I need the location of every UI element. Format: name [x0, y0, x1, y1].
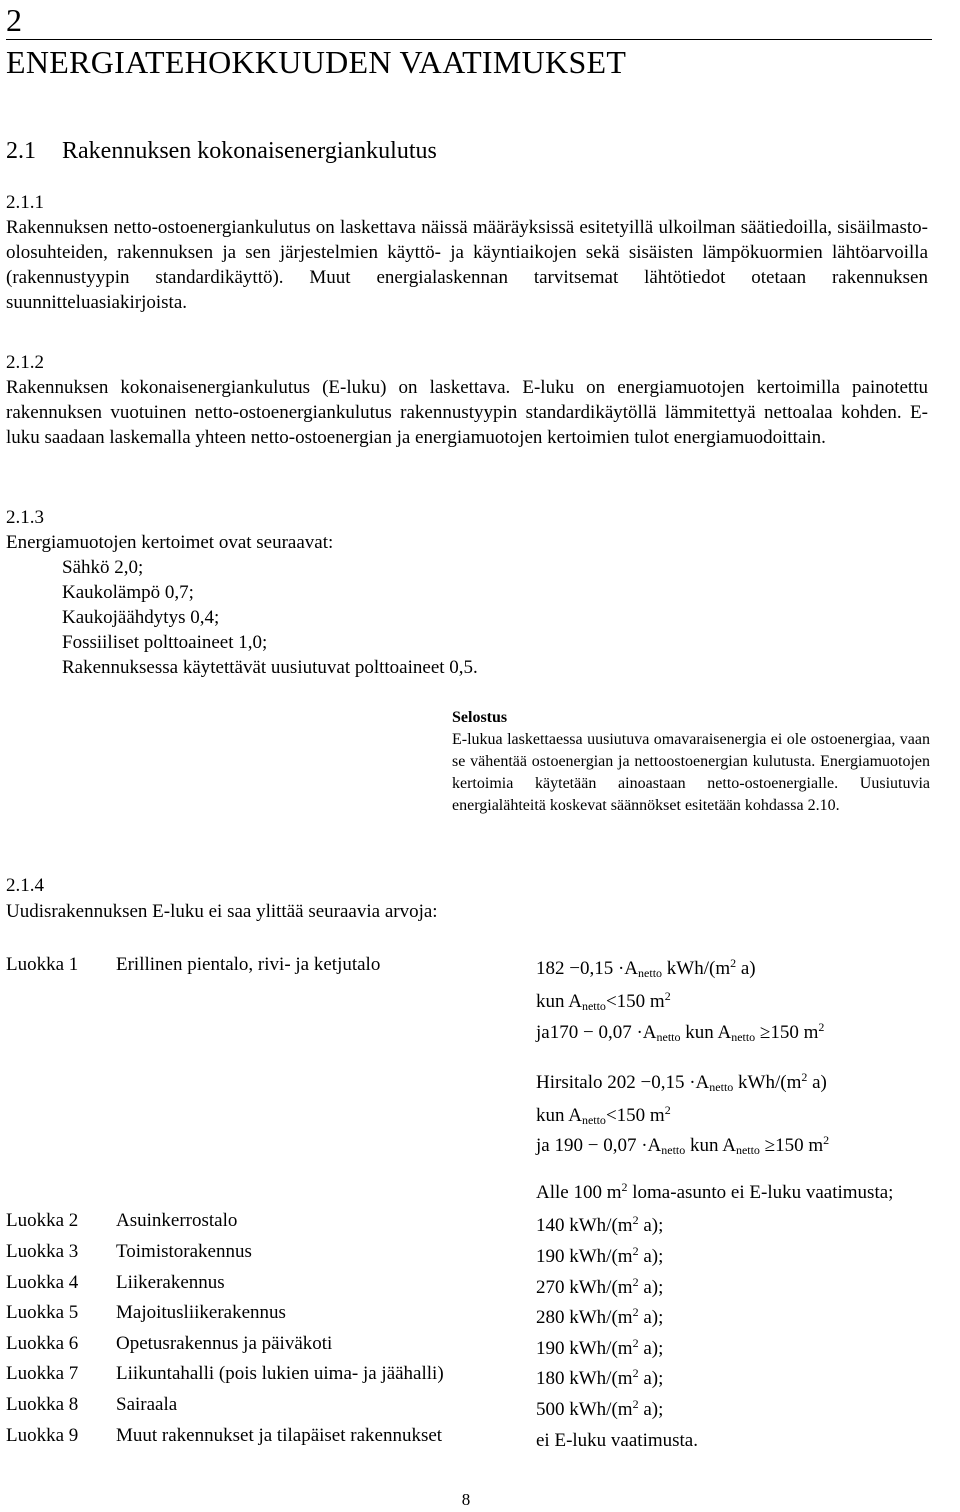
list-item: Rakennuksessa käytettävät uusiutuvat polttoaineet 0,5.	[62, 657, 478, 678]
class-requirement: 270 kWh/($m^2$ a);	[536, 1275, 664, 1298]
class-category: Erillinen pientalo, rivi- ja ketjutalo	[116, 954, 381, 975]
section-heading	[6, 136, 437, 166]
class-category: Majoitusliikerakennus	[116, 1302, 286, 1323]
explanation-note	[452, 707, 930, 817]
class-requirement: 190 kWh/($m^2$ a);	[536, 1244, 664, 1267]
list-item: Kaukolämpö 0,7;	[62, 582, 194, 603]
clause-2-1-2-text	[6, 375, 928, 450]
formula-line: ja $190 - 0,07 \cdot A_{netto}$ kun $A_{netto} \ge 150$ $m^2$	[536, 1133, 830, 1157]
note-text: E-lukua laskettaessa uusiutuva omavaraisenergia ei ole ostoenergiaa, vaan se vähentää ostoenergian ja nettoostoenergian kulutusta. Energiamuotojen kertoimia käytetään ainoastaan netto-ostoenergialle. Uusiutuvia energialähteitä koskevat säännökset esitetään kohdassa 2.10.	[452, 731, 930, 814]
clause-2-1-1-paragraph: Rakennuksen netto-ostoenergiankulutus on laskettava näissä määräyksissä esitetyillä ulkoilman säätiedoilla, sisäilmasto-olosuhteiden, rakennuksen ja sen järjestelmien käyttö- ja käyntiaikojen sekä sisäisten lämpökuormien lähtöarvoilla (rakennustyypin standardikäyttö). Muut energialaskennan tarvitsemat lähtötiedot otetaan rakennuksen suunnitteluasiakirjoista.	[6, 217, 928, 313]
class-label: Luokka 5	[6, 1302, 79, 1323]
clause-2-1-2-paragraph: Rakennuksen kokonaisenergiankulutus (E-luku) on laskettava. E-luku on energiamuotojen kertoimilla painotettu rakennuksen vuotuinen netto-ostoenergiankulutus rakennustyypin standardikäytöllä lämmitettyä nettoalaa kohden. E-luku saadaan laskemalla yhteen netto-ostoenergian ja energiamuotojen kertoimien tulot energiamuodoittain.	[6, 377, 928, 448]
clause-2-1-2-number: 2.1.2	[6, 352, 44, 373]
formula-line: Hirsitalo $202 -0,15 \cdot A_{netto}$ kWh/($m^2$ a)	[536, 1070, 827, 1094]
class-label: Luokka 7	[6, 1363, 79, 1384]
clause-2-1-4-intro: Uudisrakennuksen E-luku ei saa ylittää seuraavia arvoja:	[6, 901, 438, 922]
class-category: Opetusrakennus ja päiväkoti	[116, 1333, 333, 1354]
class-label: Luokka 1	[6, 954, 79, 975]
class-requirement: 280 kWh/($m^2$ a);	[536, 1305, 664, 1328]
class-category: Muut rakennukset ja tilapäiset rakennukset	[116, 1425, 443, 1446]
note-title: Selostus	[452, 709, 508, 726]
class-category: Liikuntahalli (pois lukien uima- ja jäähalli)	[116, 1363, 444, 1384]
class-label: Luokka 8	[6, 1394, 79, 1415]
class-category: Asuinkerrostalo	[116, 1210, 238, 1231]
formula-line: kun $A_{netto}<150$ $m^2$	[536, 1103, 671, 1127]
section-title: Rakennuksen kokonaisenergiankulutus	[62, 138, 437, 164]
formula-line: $182 -0,15 \cdot A_{netto}$ kWh/($m^2$ a)	[536, 956, 756, 980]
chapter-title: ENERGIATEHOKKUUDEN VAATIMUKSET	[6, 44, 627, 80]
list-item: Kaukojäähdytys 0,4;	[62, 607, 220, 628]
chapter-number: 2	[6, 2, 22, 38]
class-label: Luokka 4	[6, 1272, 79, 1293]
class-label: Luokka 2	[6, 1210, 79, 1231]
chapter-rule	[6, 39, 932, 40]
holiday-home-note: Alle 100 $m^2$ loma-asunto ei E-luku vaatimusta;	[536, 1180, 894, 1203]
class-category: Sairaala	[116, 1394, 178, 1415]
class-requirement: 140 kWh/($m^2$ a);	[536, 1213, 664, 1236]
clause-2-1-1-number: 2.1.1	[6, 192, 44, 213]
class-requirement: ei E-luku vaatimusta.	[536, 1430, 698, 1451]
class-category: Liikerakennus	[116, 1272, 225, 1293]
list-item: Fossiiliset polttoaineet 1,0;	[62, 632, 268, 653]
class-label: Luokka 3	[6, 1241, 79, 1262]
clause-2-1-3-intro: Energiamuotojen kertoimet ovat seuraavat:	[6, 532, 334, 553]
page-number: 8	[461, 1490, 471, 1509]
class-label: Luokka 6	[6, 1333, 79, 1354]
clause-2-1-4-number: 2.1.4	[6, 875, 44, 896]
class-category: Toimistorakennus	[116, 1241, 252, 1262]
clause-2-1-1-text	[6, 215, 928, 315]
class-label: Luokka 9	[6, 1425, 79, 1446]
class-requirement: 190 kWh/($m^2$ a);	[536, 1336, 664, 1359]
energy-factor-list	[62, 555, 478, 680]
list-item: Sähkö 2,0;	[62, 557, 144, 578]
class-requirement: 500 kWh/($m^2$ a);	[536, 1397, 664, 1420]
formula-line: $ja170 - 0,07 \cdot A_{netto}$ kun $A_{netto} \ge 150$ $m^2$	[536, 1020, 825, 1044]
formula-line: kun $A_{netto}<150$ $m^2$	[536, 989, 671, 1013]
clause-2-1-3-number: 2.1.3	[6, 507, 44, 528]
class-requirement: 180 kWh/($m^2$ a);	[536, 1366, 664, 1389]
section-number: 2.1	[6, 138, 36, 164]
